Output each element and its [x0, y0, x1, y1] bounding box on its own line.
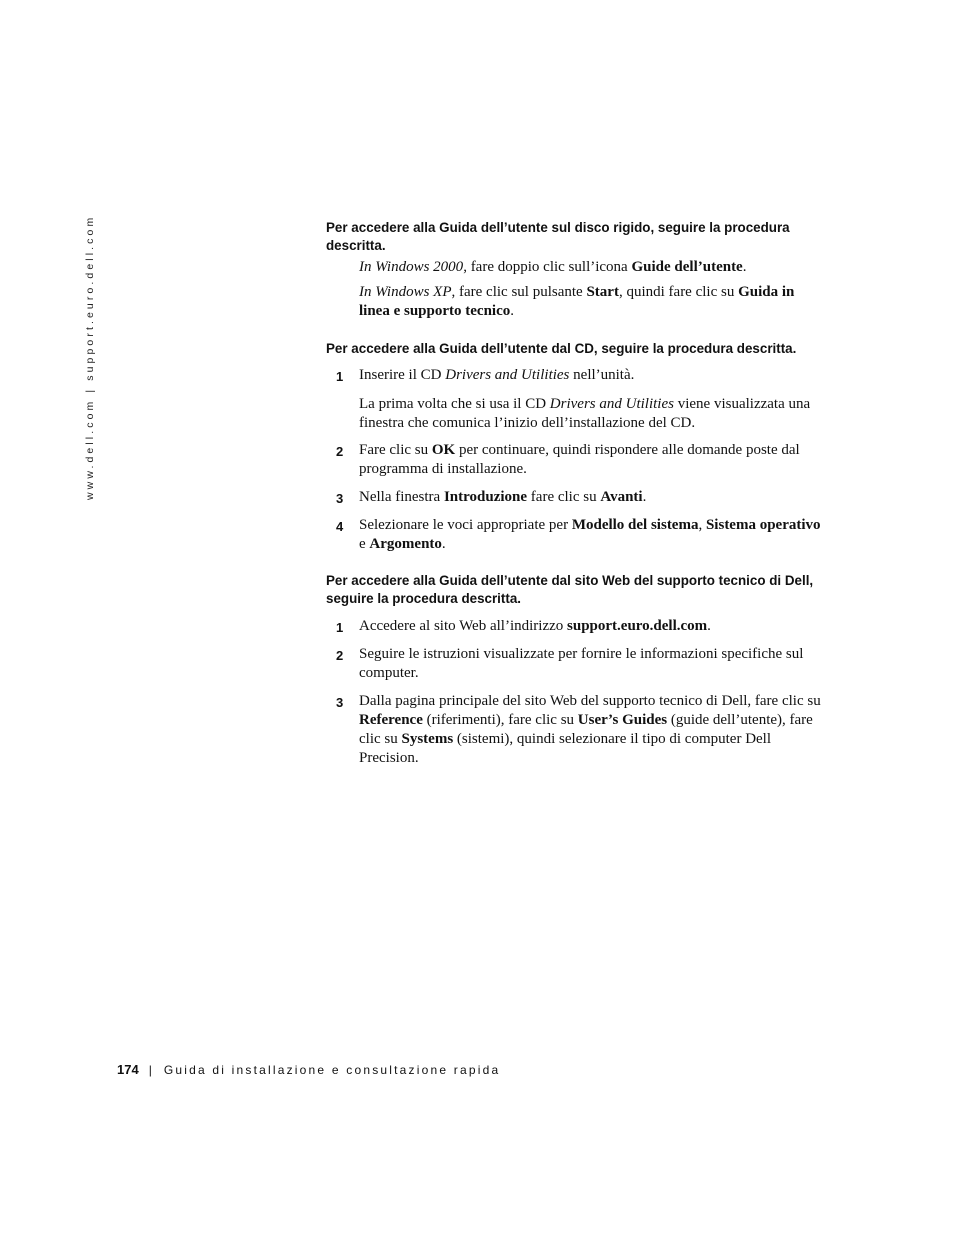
list-item: 1 Inserire il CD Drivers and Utilities nell’unità.: [336, 367, 635, 384]
footer-doc-title: Guida di installazione e consultazione rapida: [163, 1063, 501, 1077]
windows-xp-instruction: In Windows XP, fare clic sul pulsante Start, quindi fare clic su Guida in linea e supporto tecnico.: [359, 284, 795, 319]
list-item: 3 Dalla pagina principale del sito Web del supporto tecnico di Dell, fare clic su Reference (riferimenti), fare clic su User’s Guides (guide dell’utente), fare clic su Systems (sistemi), quindi selezionare il tipo di computer Dell Precision.: [336, 693, 821, 766]
page-footer: [117, 1062, 500, 1077]
section-heading-web: Per accedere alla Guida dell’utente dal sito Web del supporto tecnico di Dell, seguire la procedura descritta.: [326, 573, 814, 606]
cd-first-use-note: La prima volta che si usa il CD Drivers and Utilities viene visualizzata una finestra che comunica l’inizio dell’installazione del CD.: [359, 396, 811, 431]
page-number: 174: [117, 1062, 139, 1077]
list-item: 2 Fare clic su OK per continuare, quindi rispondere alle domande poste dal programma di installazione.: [336, 442, 800, 477]
windows-2000-instruction: In Windows 2000, fare doppio clic sull’icona Guide dell’utente.: [359, 259, 747, 275]
sidebar-url: www.dell.com | support.euro.dell.com: [84, 214, 96, 500]
section-heading-cd: Per accedere alla Guida dell’utente dal CD, seguire la procedura descritta.: [326, 341, 797, 356]
list-item: 1 Accedere al sito Web all’indirizzo support.euro.dell.com.: [336, 618, 711, 635]
list-item: 2 Seguire le istruzioni visualizzate per fornire le informazioni specifiche sul computer.: [336, 646, 804, 681]
list-item: 3 Nella finestra Introduzione fare clic su Avanti.: [336, 489, 647, 506]
list-item: 4 Selezionare le voci appropriate per Modello del sistema, Sistema operativo e Argomento.: [336, 517, 821, 552]
footer-separator: |: [148, 1063, 152, 1077]
main-content: [326, 219, 826, 768]
section-heading-hard-disk: Per accedere alla Guida dell’utente sul disco rigido, seguire la procedura descritta.: [326, 220, 790, 253]
